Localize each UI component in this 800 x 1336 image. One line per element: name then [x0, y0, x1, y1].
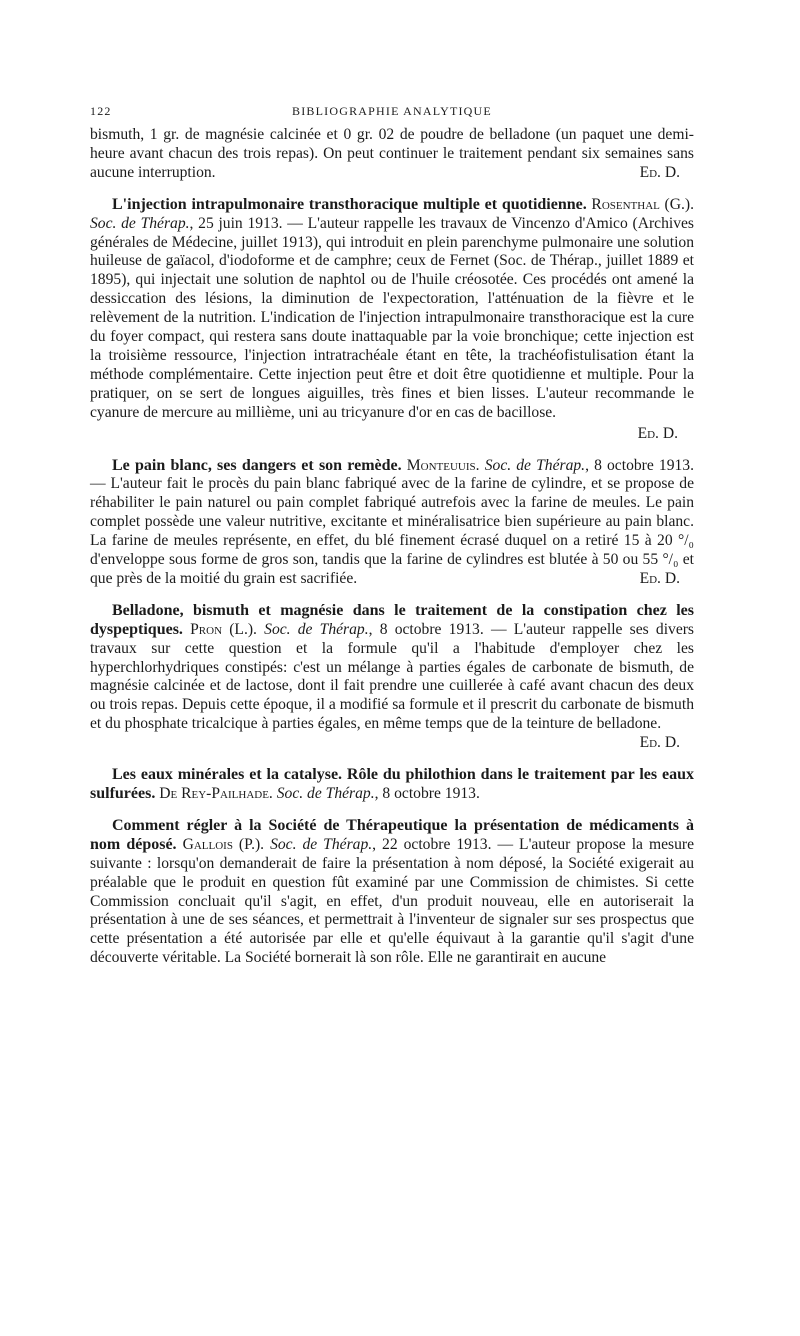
article-body — [90, 766, 694, 804]
article-text: , 25 juin 1913. — L'auteur rappelle les travaux de Vincenzo d'Amico (Archives générales de Médecine, juillet 1913), qui introduit en plein parenchyme pulmonaire une solution huileuse de gaïacol, d'iodoforme et de camphre; ceux de Fernet (Soc. de Thérap., juillet 1889 et 1895), qui injectait une solution de naphtol ou de l'huile créosotée. Ces procédés ont amené la dessiccation des lésions, la diminution de l'expectoration, l'atténuation de la fièvre et le relèvement de la nutrition. L'indication de l'injection intrapulmonaire transthoracique est la cure du foyer compact, qui restera sans doute inattaquable par la voie bronchique; cette injection est la troisième ressource, l'injection intratrachéale étant en tête, la trachéofistulisation étant la méthode complémentaire. Cette injection peut être et doit être quotidienne et multiple. Pour la pratiquer, on se sert de longues aiguilles, très fines et bien lisses. L'auteur recommande le cyanure de mercure au millième, uni au tricyanure d'or en cas de bacillose. — [90, 214, 694, 421]
article-author: De Rey-Pailhade — [159, 785, 269, 802]
article-injection-intrapulmonaire — [90, 196, 694, 444]
article-text: , 22 octobre 1913. — L'auteur propose la mesure suivante : lorsqu'on demanderait de faire la présentation à nom déposé, la Société exigerait au préalable que le produit en question fût examiné par une Commission de chimistes. Si cette Commission concluait qu'il s'agit, en effet, d'un produit nouveau, elle en autoriserait la présentation à une de ses séances, et permettrait à l'inventeur de signaler sur ses prospectus que cette présentation a été autorisée par elle et qu'elle équivaut à la garantie qu'il s'agit d'une découverte véritable. La Société bornerait là son rôle. Elle ne garantirait en aucune — [90, 835, 694, 967]
article-author-initial: (G.). — [659, 195, 694, 213]
article-body — [90, 457, 694, 589]
page-number: 122 — [90, 104, 112, 118]
running-head — [90, 104, 694, 126]
article-text: , 8 octobre 1913. — L'auteur fait le procès du pain blanc fabriqué avec de la farine de cylindre, et se propose de réhabiliter le pain naturel ou pain complet fabriqué autrefois avec la farine de meules. Le pain complet possède une valeur nutritive, excitante et minéralisatrice bien supérieure au pain blanc. La farine de meules représente, en effet, du blé finement écrasé duquel on a retiré 15 à 20 °/₀ d'enveloppe sous forme de gros son, tandis que la farine de cylindres est blutée à 50 ou 55 °/₀ et que près de la moitié du grain est sacrifiée. — [90, 456, 694, 587]
article-author-initial: (L.). — [222, 620, 257, 638]
article-text: , 8 octobre 1913. — [374, 785, 480, 802]
article-journal: Soc. de Thérap. — [264, 620, 369, 638]
intro-signature: Ed. D. — [639, 163, 680, 181]
article-author: Gallois — [182, 835, 233, 853]
article-journal: Soc. de Thérap. — [90, 214, 190, 232]
article-pain-blanc — [90, 457, 694, 589]
article-author-initial: . — [475, 456, 480, 474]
article-title: Le pain blanc, ses dangers et son remède. — [112, 456, 402, 474]
article-author: Rosenthal — [591, 195, 660, 213]
article-journal: Soc. de Thérap. — [484, 456, 586, 474]
article-title: Comment régler à la Société de Thérapeutique la présentation de médicaments à nom déposé. — [90, 816, 694, 853]
page — [90, 104, 694, 968]
article-body — [90, 601, 694, 752]
intro-text: bismuth, 1 gr. de magnésie calcinée et 0 gr. 02 de poudre de belladone (un paquet une demi-heure avant chacun des trois repas). On peut continuer le traitement pendant six semaines sans aucune interruption. — [90, 126, 694, 181]
article-body — [90, 817, 694, 968]
article-belladone-bismuth — [90, 602, 694, 753]
article-title: Belladone, bismuth et magnésie dans le traitement de la constipation chez les dyspeptiques. — [90, 601, 694, 638]
intro-paragraph — [90, 126, 694, 183]
article-journal: Soc. de Thérap. — [270, 835, 373, 853]
article-signature: Ed. D. — [639, 569, 680, 587]
article-signature: Ed. D. — [637, 424, 678, 442]
article-author-initial: . — [268, 785, 273, 802]
article-author: Pron — [190, 620, 223, 638]
article-eaux-minerales — [90, 766, 694, 804]
article-title: Les eaux minérales et la catalyse. Rôle du philothion dans le traitement par les eaux sulfurées. — [90, 766, 694, 802]
article-medicaments-nom-depose — [90, 817, 694, 968]
article-body — [90, 196, 694, 423]
article-text: , 8 octobre 1913. — L'auteur rappelle ses divers travaux sur cette question et la formule qu'il a l'habitude d'employer chez les hyperchlorhydriques constipés: c'est un mélange à parties égales de carbonate de bismuth, de magnésie calcinée et de lactose, dont il fait prendre une cuillerée à café avant chacun des deux ou trois repas. Depuis cette époque, il a modifié sa formule et il prescrit du carbonate de bismuth et du phosphate tricalcique à parties égales, en même temps que de la teinture de belladone. — [90, 620, 694, 733]
article-signature: Ed. D. — [639, 734, 680, 752]
article-author-initial: (P.). — [232, 835, 265, 853]
running-title: BIBLIOGRAPHIE ANALYTIQUE — [292, 104, 492, 118]
article-journal: Soc. de Thérap. — [276, 785, 375, 802]
article-title: L'injection intrapulmonaire transthoracique multiple et quotidienne. — [112, 195, 587, 213]
article-author: Monteuuis — [406, 456, 476, 474]
